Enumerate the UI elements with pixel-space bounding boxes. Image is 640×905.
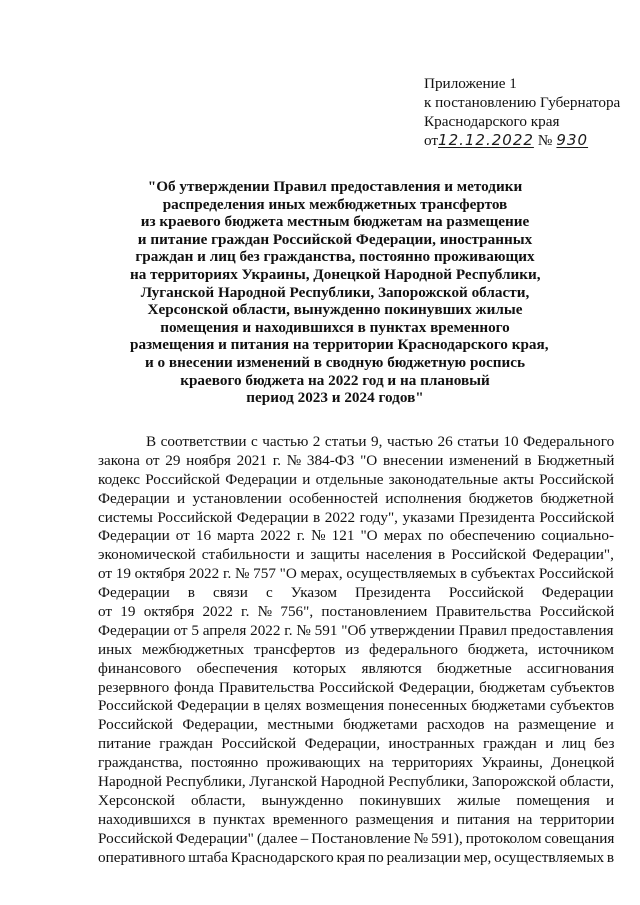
title-line: и о внесении изменений в сводную бюджетную роспись (144, 353, 526, 371)
body-line: Российской Федерации в целях возмещения понесенных бюджетами субъектов (98, 697, 615, 715)
title-line: период 2023 и 2024 годов" (246, 389, 424, 407)
title-line: и питание граждан Российской Федерации, иностранных (137, 230, 533, 248)
body-line: от 19 октября 2022 г. № 757 "О мерах, осуществляемых в субъектах Российской (98, 565, 614, 583)
body-line: Херсонской области, вынужденно покинувших жилые помещения и (98, 791, 615, 809)
handwritten-date: 12.12.2022 (438, 131, 534, 149)
body-line: Российской Федерации, местными бюджетами расходов на размещение и (98, 716, 614, 734)
appendix-line-1: Приложение 1 (424, 75, 517, 92)
body-line: закона от 29 ноября 2021 г. № 384-ФЗ "О внесении изменений в Бюджетный (98, 451, 615, 469)
title-line: из краевого бюджета местным бюджетам на размещение (140, 213, 530, 231)
date-prefix: от (424, 132, 439, 149)
body-line: находившихся в пунктах временного размещения и питания на территории (98, 810, 615, 828)
title-line: Луганской Народной Республики, Запорожской области, (140, 283, 530, 301)
title-line: Херсонской области, вынужденно покинувших жилые (147, 301, 523, 319)
title-line: размещения и питания на территории Краснодарского края, (130, 336, 549, 354)
appendix-block (424, 74, 634, 150)
body-line: иных межбюджетных трансфертов из федерального бюджета, источником (98, 640, 614, 658)
document-body (98, 433, 614, 867)
document-title (130, 178, 549, 407)
body-line: кодекс Российской Федерации и отдельные законодательные акты Российской (98, 470, 614, 488)
body-line: резервного фонда Правительства Российской Федерации, бюджетам субъектов (98, 678, 615, 696)
body-line: Федерации от 16 марта 2022 г. № 121 "О мерах по обеспечению социально- (98, 527, 615, 545)
body-line: Федерации и установлении особенностей исполнения бюджетов бюджетной (98, 489, 614, 507)
body-line: оперативного штаба Краснодарского края по реализации мер, осуществляемых в (98, 848, 615, 866)
appendix-date-line (424, 131, 634, 150)
body-line: Российской Федерации" (далее – Постановление № 591), протоколом совещания (98, 829, 615, 847)
title-line: краевого бюджета на 2022 год и на плановый (180, 371, 490, 389)
body-line: финансового обеспечения которых являются бюджетные ассигнования (98, 659, 615, 677)
body-line: от 19 октября 2022 г. № 756", постановлением Правительства Российской (98, 603, 615, 621)
body-line: системы Российской Федерации в 2022 году", указами Президента Российской (98, 508, 615, 526)
body-line: экономической стабильности и защиты населения в Российской Федерации", (98, 546, 614, 564)
body-line: питание граждан Российской Федерации, иностранных граждан и лиц без (98, 735, 615, 753)
title-line: помещения и находившихся в пунктах временного (160, 318, 510, 336)
body-line: В соответствии с частью 2 статьи 9, частью 26 статьи 10 Федерального (146, 433, 615, 450)
title-line: граждан и лиц без гражданства, постоянно проживающих (135, 248, 535, 266)
handwritten-number: 930 (556, 131, 589, 149)
body-line: гражданства, постоянно проживающих на территориях Украины, Донецкой (98, 754, 615, 772)
title-line: распределения иных межбюджетных трансфертов (162, 195, 508, 213)
body-line: Народной Республики, Луганской Народной Республики, Запорожской области, (98, 773, 615, 791)
title-line: на территориях Украины, Донецкой Народной Республики, (130, 265, 541, 283)
appendix-line-2: к постановлению Губернатора (424, 94, 621, 111)
appendix-line-3: Краснодарского края (424, 113, 560, 130)
number-prefix: № (537, 132, 553, 149)
body-line: Федерации в связи с Указом Президента Российской Федерации (98, 584, 614, 602)
body-line: Федерации от 5 апреля 2022 г. № 591 "Об утверждении Правил предоставления (98, 621, 614, 639)
title-line: "Об утверждении Правил предоставления и методики (147, 178, 523, 195)
